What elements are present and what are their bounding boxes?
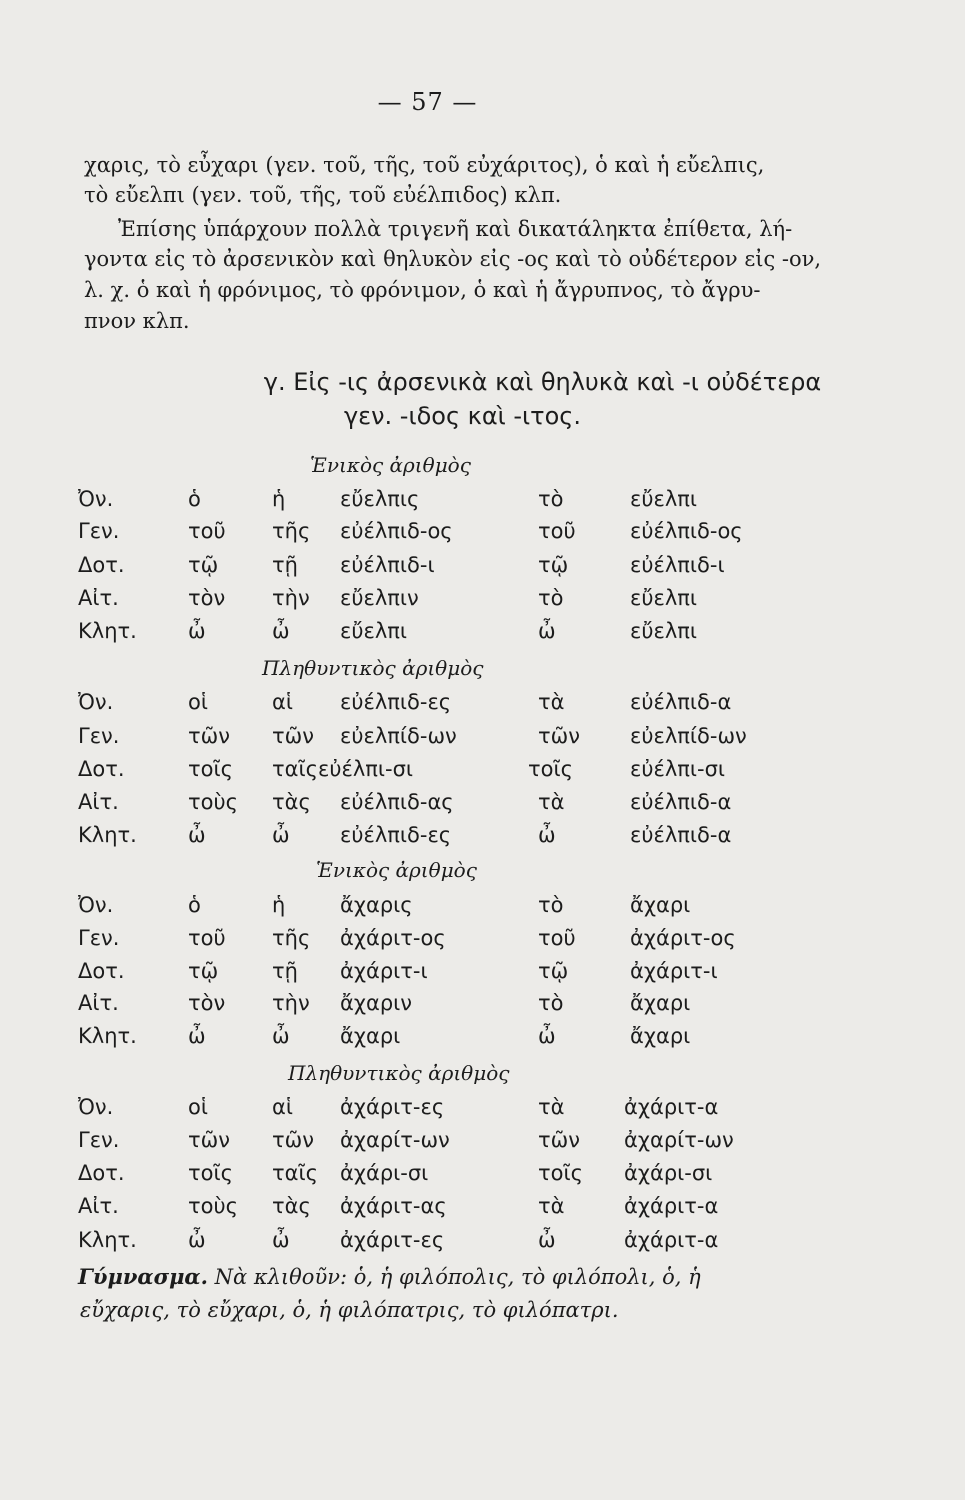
declension-row (0, 790, 965, 820)
article-masculine: τοῦ (188, 926, 226, 950)
case-label: Γεν. (78, 724, 120, 748)
form-masc-fem: ἀχαρίτ-ων (340, 1128, 450, 1152)
form-masc-fem: ἄχαρις (340, 893, 413, 917)
article-masculine: οἱ (188, 690, 208, 714)
intro-line: Ἐπίσης ὑπάρχουν πολλὰ τριγενῆ καὶ δικατάληκτα ἐπίθετα, λή- (118, 217, 793, 241)
article-neuter: ὦ (538, 823, 556, 847)
case-label: Κλητ. (78, 619, 137, 643)
article-neuter: τὸ (538, 991, 564, 1015)
article-neuter: τὸ (538, 586, 564, 610)
article-feminine: τῶν (272, 724, 314, 748)
article-neuter: τοῦ (538, 926, 576, 950)
article-feminine: τὰς (272, 1194, 311, 1218)
article-masculine: τῷ (188, 959, 219, 983)
article-masculine: τοὺς (188, 790, 238, 814)
case-label: Δοτ. (78, 757, 125, 781)
article-neuter: τοῖς (528, 757, 573, 781)
article-feminine: ἡ (272, 893, 286, 917)
case-label: Ὀν. (78, 487, 114, 511)
form-neuter: ἀχαρίτ-ων (624, 1128, 734, 1152)
intro-line: πνον κλπ. (84, 309, 190, 333)
form-neuter: εὐέλπι-σι (630, 757, 726, 781)
case-label: Ὀν. (78, 893, 114, 917)
exercise-line-2: εὔχαρις, τὸ εὔχαρι, ὁ, ἡ φιλόπατρις, τὸ φιλόπατρι. (80, 1298, 619, 1322)
intro-line: χαρις, τὸ εὖχαρι (γεν. τοῦ, τῆς, τοῦ εὐχάριτος), ὁ καὶ ἡ εὔελπις, (84, 153, 765, 177)
article-neuter: τῶν (538, 1128, 580, 1152)
form-neuter: ἀχάρι-σι (624, 1161, 713, 1185)
article-neuter: ὦ (538, 1024, 556, 1048)
form-neuter: εὔελπι (630, 619, 698, 643)
section-subheading: γεν. -ιδος καὶ -ιτος. (343, 402, 582, 430)
form-masc-fem: ἀχάριτ-ος (340, 926, 446, 950)
form-neuter: ἀχάριτ-ι (630, 959, 718, 983)
article-feminine: ὦ (272, 619, 290, 643)
article-neuter: τῷ (538, 553, 569, 577)
declension-row (0, 757, 965, 787)
exercise-line-1 (78, 1262, 701, 1292)
article-neuter: τὸ (538, 893, 564, 917)
article-feminine: ὦ (272, 823, 290, 847)
article-masculine: ὦ (188, 619, 206, 643)
block-title-plural: Πληθυντικὸς ἀριθμὸς (262, 656, 484, 680)
declension-row (0, 1095, 965, 1125)
article-masculine: ὦ (188, 823, 206, 847)
form-neuter: εὐέλπιδ-ος (630, 519, 743, 543)
article-neuter: τὰ (538, 1194, 565, 1218)
form-masc-fem: ἀχάριτ-ες (340, 1228, 445, 1252)
form-neuter: ἀχάριτ-α (624, 1095, 719, 1119)
article-masculine: τῷ (188, 553, 219, 577)
article-masculine: τοὺς (188, 1194, 238, 1218)
article-masculine: τὸν (188, 586, 226, 610)
article-neuter: τοῦ (538, 519, 576, 543)
declension-row (0, 823, 965, 853)
form-neuter: εὔελπι (630, 586, 698, 610)
form-masc-fem: εὔελπι (340, 619, 408, 643)
article-feminine: τῶν (272, 1128, 314, 1152)
declension-row (0, 690, 965, 720)
form-neuter: ἄχαρι (630, 893, 691, 917)
form-masc-fem: εὔελπιν (340, 586, 419, 610)
form-masc-fem: ἀχάριτ-ες (340, 1095, 445, 1119)
form-masc-fem: εὔελπις (340, 487, 420, 511)
form-masc-fem: εὐέλπιδ-ος (340, 519, 453, 543)
article-masculine: οἱ (188, 1095, 208, 1119)
article-feminine: αἱ (272, 1095, 293, 1119)
article-masculine: τῶν (188, 1128, 230, 1152)
form-masc-fem: εὐέλπιδ-ες (340, 690, 452, 714)
article-feminine: τὴν (272, 586, 310, 610)
declension-row (0, 724, 965, 754)
declension-row (0, 553, 965, 583)
form-neuter: ἄχαρι (630, 991, 691, 1015)
article-masculine: τὸν (188, 991, 226, 1015)
article-neuter: τὰ (538, 1095, 565, 1119)
form-masc-fem: εὐελπίδ-ων (340, 724, 457, 748)
article-masculine: ὁ (188, 487, 201, 511)
article-feminine: ὦ (272, 1024, 290, 1048)
article-masculine: ὁ (188, 893, 201, 917)
form-neuter: ἄχαρι (630, 1024, 691, 1048)
article-neuter: ὦ (538, 1228, 556, 1252)
article-feminine: τῇ (272, 959, 298, 983)
declension-row (0, 926, 965, 956)
intro-line: λ. χ. ὁ καὶ ἡ φρόνιμος, τὸ φρόνιμον, ὁ καὶ ἡ ἄγρυπνος, τὸ ἄγρυ- (84, 278, 761, 302)
article-feminine: τὴν (272, 991, 310, 1015)
article-feminine: τὰς (272, 790, 311, 814)
article-neuter: τοῖς (538, 1161, 583, 1185)
case-label: Αἰτ. (78, 991, 119, 1015)
declension-row (0, 1228, 965, 1258)
article-neuter: τὰ (538, 690, 565, 714)
declension-row (0, 619, 965, 649)
exercise-label: Γύμνασμα. (78, 1264, 208, 1289)
form-masc-fem: εὐέλπι-σι (318, 757, 414, 781)
declension-row (0, 1128, 965, 1158)
case-label: Αἰτ. (78, 1194, 119, 1218)
article-masculine: τοῦ (188, 519, 226, 543)
article-neuter: τὰ (538, 790, 565, 814)
article-neuter: τῶν (538, 724, 580, 748)
article-masculine: ὦ (188, 1024, 206, 1048)
case-label: Δοτ. (78, 553, 125, 577)
form-neuter: εὐέλπιδ-α (630, 823, 732, 847)
article-masculine: ὦ (188, 1228, 206, 1252)
form-masc-fem: εὐέλπιδ-ες (340, 823, 452, 847)
case-label: Δοτ. (78, 1161, 125, 1185)
case-label: Γεν. (78, 1128, 120, 1152)
article-neuter: ὦ (538, 619, 556, 643)
article-masculine: τοῖς (188, 1161, 233, 1185)
intro-line: τὸ εὔελπι (γεν. τοῦ, τῆς, τοῦ εὐέλπιδος) κλπ. (84, 183, 562, 207)
form-neuter: ἀχάριτ-α (624, 1194, 719, 1218)
case-label: Γεν. (78, 926, 120, 950)
case-label: Κλητ. (78, 1228, 137, 1252)
article-feminine: ταῖς (272, 1161, 318, 1185)
article-feminine: ταῖς (272, 757, 318, 781)
form-masc-fem: ἀχάρι-σι (340, 1161, 429, 1185)
intro-line: γοντα εἰς τὸ ἀρσενικὸν καὶ θηλυκὸν εἰς -ος καὶ τὸ οὐδέτερον εἰς -ον, (84, 247, 822, 271)
article-feminine: τῇ (272, 553, 298, 577)
form-neuter: ἀχάριτ-ος (630, 926, 736, 950)
article-feminine: ἡ (272, 487, 286, 511)
form-neuter: εὐελπίδ-ων (630, 724, 747, 748)
declension-row (0, 959, 965, 989)
case-label: Αἰτ. (78, 790, 119, 814)
declension-row (0, 519, 965, 549)
article-feminine: ὦ (272, 1228, 290, 1252)
form-neuter: εὔελπι (630, 487, 698, 511)
form-masc-fem: ἄχαριν (340, 991, 412, 1015)
article-neuter: τῷ (538, 959, 569, 983)
declension-row (0, 1161, 965, 1191)
exercise-text: Νὰ κλιθοῦν: ὁ, ἡ φιλόπολις, τὸ φιλόπολι, ὁ, ἡ (214, 1265, 701, 1289)
form-neuter: εὐέλπιδ-α (630, 690, 732, 714)
page-number: — 57 — (377, 88, 478, 116)
declension-row (0, 487, 965, 517)
form-neuter: ἀχάριτ-α (624, 1228, 719, 1252)
form-masc-fem: ἀχάριτ-ι (340, 959, 428, 983)
block-title-plural: Πληθυντικὸς ἀριθμὸς (288, 1061, 510, 1085)
article-masculine: τοῖς (188, 757, 233, 781)
article-feminine: τῆς (272, 926, 311, 950)
article-neuter: τὸ (538, 487, 564, 511)
form-masc-fem: ἀχάριτ-ας (340, 1194, 447, 1218)
case-label: Κλητ. (78, 823, 137, 847)
section-heading: γ. Εἰς -ις ἀρσενικὰ καὶ θηλυκὰ καὶ -ι οὐδέτερα (263, 368, 822, 396)
declension-row (0, 991, 965, 1021)
article-feminine: τῆς (272, 519, 311, 543)
case-label: Ὀν. (78, 1095, 114, 1119)
block-title-singular: Ἑνικὸς ἀριθμὸς (310, 453, 471, 477)
declension-row (0, 893, 965, 923)
declension-row (0, 586, 965, 616)
form-masc-fem: ἄχαρι (340, 1024, 401, 1048)
case-label: Γεν. (78, 519, 120, 543)
form-neuter: εὐέλπιδ-α (630, 790, 732, 814)
case-label: Ὀν. (78, 690, 114, 714)
declension-row (0, 1194, 965, 1224)
case-label: Δοτ. (78, 959, 125, 983)
declension-row (0, 1024, 965, 1054)
form-masc-fem: εὐέλπιδ-ι (340, 553, 435, 577)
article-feminine: αἱ (272, 690, 293, 714)
case-label: Κλητ. (78, 1024, 137, 1048)
form-neuter: εὐέλπιδ-ι (630, 553, 725, 577)
case-label: Αἰτ. (78, 586, 119, 610)
form-masc-fem: εὐέλπιδ-ας (340, 790, 454, 814)
article-masculine: τῶν (188, 724, 230, 748)
block-title-singular: Ἑνικὸς ἀριθμὸς (316, 858, 477, 882)
